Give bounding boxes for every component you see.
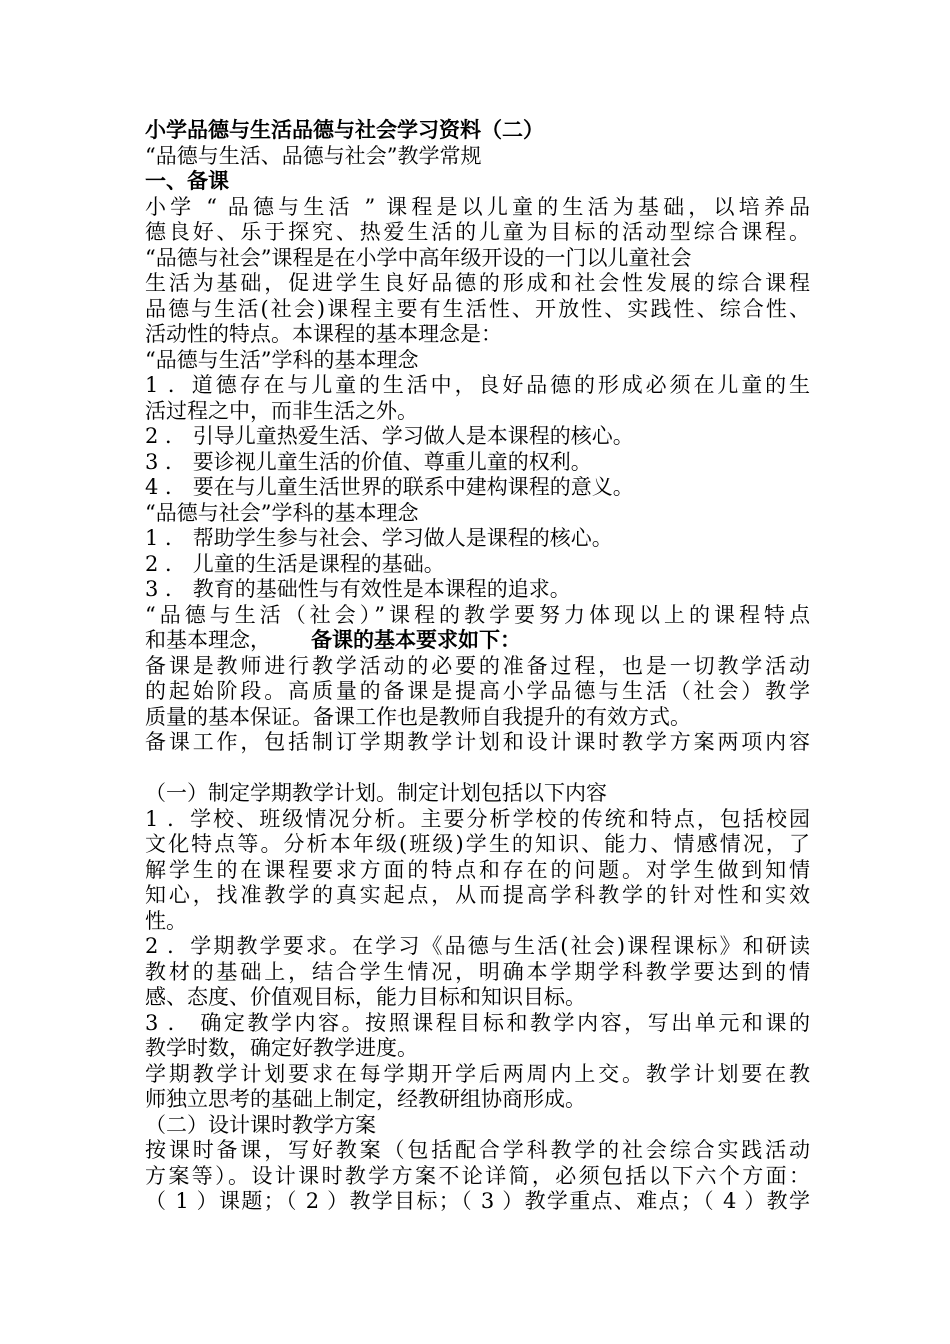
- list-item-continuation: 教材的基础上，结合学生情况，明确本学期学科教学要达到的情: [145, 959, 810, 984]
- paragraph-line: 小学 “ 品德与生活 ” 课程是以儿童的生活为基础，以培养品: [145, 194, 810, 219]
- document-subtitle: “品德与生活、品德与社会”教学常规: [145, 143, 482, 168]
- paragraph-line: 学期教学计划要求在每学期开学后两周内上交。教学计划要在教: [145, 1061, 810, 1086]
- paragraph-line: 的起始阶段。高质量的备课是提高小学品德与生活（社会）教学: [145, 679, 810, 703]
- list-item: 3 ． 要诊视儿童生活的价值、尊重儿童的权利。: [145, 449, 592, 474]
- list-item: 4 ． 要在与儿童生活世界的联系中建构课程的意义。: [145, 475, 634, 499]
- document-page: [145, 118, 810, 1215]
- paragraph-line: 按课时备课，写好教案（包括配合学科教学的社会综合实践活动: [145, 1138, 810, 1162]
- list-item: 1 ．学校、班级情况分析。主要分析学校的传统和特点，包括校园: [145, 806, 810, 831]
- list-item: 1 ．道德存在与儿童的生活中，良好品德的形成必须在儿童的生: [145, 373, 810, 397]
- list-item-continuation: 活过程之中，而非生活之外。: [145, 398, 418, 423]
- list-item-continuation: 教学时数，确定好教学进度。: [145, 1036, 418, 1060]
- list-item: 2 ． 引导儿童热爱生活、学习做人是本课程的核心。: [145, 424, 634, 448]
- paragraph-line: 活动性的特点。本课程的基本理念是：: [145, 322, 502, 346]
- list-item-continuation: 性。: [145, 908, 187, 933]
- subheading-line: “品德与社会”学科的基本理念: [145, 500, 419, 525]
- list-item: 1 ． 帮助学生参与社会、学习做人是课程的核心。: [145, 526, 613, 550]
- paragraph-line: “品德与生活（社会）”课程的教学要努力体现以上的课程特点: [145, 602, 810, 627]
- paragraph-line: 品德与生活(社会)课程主要有生活性、开放性、实践性、综合性、: [145, 296, 810, 321]
- mixed-line: [145, 628, 810, 654]
- section-heading-lesson-prep: 一、备课: [145, 169, 229, 193]
- paragraph-line: 生活为基础，促进学生良好品德的形成和社会性发展的综合课程: [145, 271, 810, 295]
- list-item: 2 ．学期教学要求。在学习《品德与生活(社会)课程课标》和研读: [145, 934, 810, 958]
- mixed-line-plain: 和基本理念，: [145, 628, 271, 652]
- paragraph-line: 师独立思考的基础上制定，经教研组协商形成。: [145, 1087, 586, 1111]
- list-item-continuation: 解学生的在课程要求方面的特点和存在的问题。对学生做到知情: [145, 857, 810, 882]
- subheading-line: “品德与生活”学科的基本理念: [145, 347, 419, 372]
- paragraph-line: 备课工作，包括制订学期教学计划和设计课时教学方案两项内容: [145, 730, 810, 754]
- list-item-continuation: 文化特点等。分析本年级(班级)学生的知识、能力、情感情况，了: [145, 832, 810, 856]
- paragraph-line: 质量的基本保证。备课工作也是教师自我提升的有效方式。: [145, 704, 691, 729]
- blank-line: [145, 756, 810, 782]
- document-title: 小学品德与生活品德与社会学习资料（二）: [145, 118, 544, 142]
- list-item: 3 ． 教育的基础性与有效性是本课程的追求。: [145, 577, 571, 601]
- subheading-line: （二）设计课时教学方案: [145, 1112, 376, 1137]
- paragraph-line: 方案等）。设计课时教学方案不论详简，必须包括以下六个方面：: [145, 1163, 810, 1188]
- list-item: 2 ． 儿童的生活是课程的基础。: [145, 551, 445, 576]
- paragraph-line: 备课是教师进行教学活动的必要的准备过程，也是一切教学活动: [145, 653, 810, 678]
- list-item-continuation: 感、态度、价值观目标，能力目标和知识目标。: [145, 985, 586, 1009]
- list-item-continuation: 知心，找准教学的真实起点，从而提高学科教学的针对性和实效: [145, 883, 810, 907]
- paragraph-line: （ 1 ）课题；（ 2 ）教学目标；（ 3 ）教学重点、难点；（ 4 ）教学: [145, 1189, 810, 1213]
- paragraph-line: 德良好、乐于探究、热爱生活的儿童为目标的活动型综合课程。: [145, 220, 810, 244]
- paragraph-line: “品德与社会”课程是在小学中高年级开设的一门以儿童社会: [145, 245, 692, 270]
- mixed-line-bold: 备课的基本要求如下：: [311, 628, 521, 652]
- subheading-line: （一）制定学期教学计划。制定计划包括以下内容: [145, 781, 607, 805]
- list-item: 3 ． 确定教学内容。按照课程目标和教学内容，写出单元和课的: [145, 1010, 810, 1035]
